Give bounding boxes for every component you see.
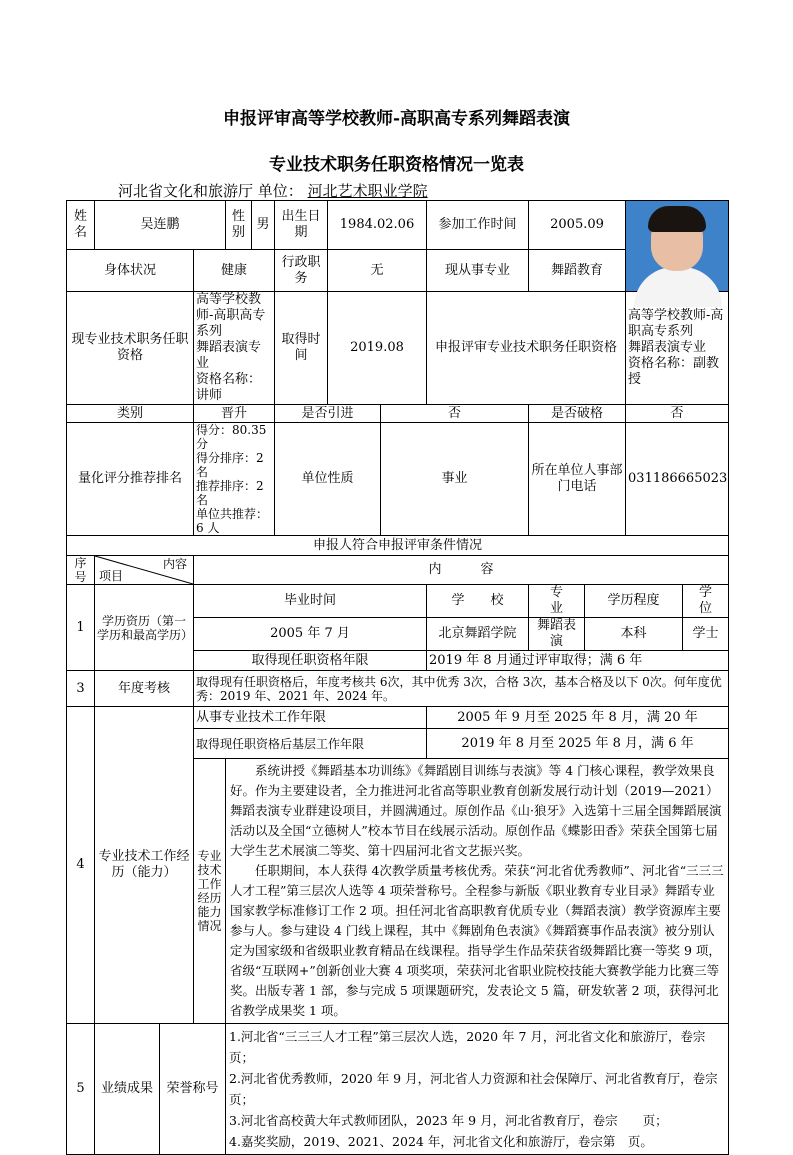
perf-sub-label: 荣誉称号 [160, 1024, 226, 1155]
gender-value: 男 [252, 201, 275, 250]
annual-label: 年度考核 [95, 671, 194, 707]
current-field-label: 现从事专业 [427, 250, 529, 292]
doc-title-line2: 专业技术职务任职资格情况一览表 [269, 155, 524, 175]
cur-title-label: 现专业技术职务任职资格 [67, 292, 194, 405]
introduced-value: 否 [381, 405, 529, 423]
current-field-value: 舞蹈教育 [529, 250, 626, 292]
col-item-header [95, 556, 194, 585]
admin-value: 无 [328, 250, 427, 292]
work-paragraph: 任职期间，本人获得 4次教学质量考核优秀。荣获“河北省优秀教师”、河北省“三三三人才工程”第三层次人选等 4 项荣誉称号。全程参与新版《职业教育专业目录》舞蹈专业国家教学标准修订工作 2 项。担任河北省高职教育优质专业（舞蹈表演）教学资源库主要参与人。参与建设 4 门线上课程，其中《舞剧角色表演》《舞蹈赛事作品表演》被分别认定为国家级和省级职业教育精品在线课程。指导学生作品荣获省级舞蹈比赛一等奖 9 项，省级“互联网+”创新创业大赛 4 项奖项，荣获河北省职业院校技能大赛教学能力比赛三等奖。出版专著 1 部，参与完成 5 项课题研究，发表论文 5 篇，研发软著 2 项，获得河北省教学成果奖 1 项。 [230, 863, 724, 1018]
gender-label: 性别 [226, 201, 252, 250]
perf-label: 业绩成果 [95, 1024, 160, 1155]
row-number: 4 [67, 707, 95, 1024]
work-paragraph: 系统讲授《舞蹈基本功训练》《舞蹈剧目训练与表演》等 4 门核心课程，教学效果良好。作为主要建设者，全力推进河北省高等职业教育创新发展行动计划（2019—2021）舞蹈表演专业群建设项目，并圆满通过。原创作品《山·狼牙》入选第十三届全国舞蹈展演活动以及全国“立德树人”校本节目在线展示活动。原创作品《蝶影田香》荣获全国第七届大学生艺术展演二等奖、第十四届河北省文艺振兴奖。 [230, 763, 722, 858]
category-label: 类别 [67, 405, 194, 423]
name-label: 姓名 [67, 201, 95, 250]
edu-major-value: 舞蹈表演 [529, 618, 585, 651]
edu-degree-header: 学 位 [683, 585, 729, 618]
obtain-value: 2019.08 [328, 292, 427, 405]
work-sub-label: 专业技术工作经历能力情况 [194, 759, 226, 1024]
apply-title-value: 高等学校教师-高职高专系列 舞蹈表演专业 资格名称：副教授 [626, 292, 729, 405]
col-item-top-label: 内容 [162, 557, 187, 571]
name-value: 吴连鹏 [95, 201, 226, 250]
edu-major-header: 专 业 [529, 585, 585, 618]
work-start-value: 2005.09 [529, 201, 626, 250]
section-title: 申报人符合申报评审条件情况 [67, 536, 729, 556]
score-line: 得分：80.35 分 [196, 423, 267, 451]
col-content-header: 内 容 [194, 556, 729, 585]
edu-years-value: 2019 年 8 月通过评审取得；满 6 年 [427, 651, 729, 671]
unit-nature-value: 事业 [381, 423, 529, 536]
unit-name: 河北艺术职业学院 [307, 182, 428, 200]
honor-item: 1.河北省“三三三人才工程”第三层次人选，2020 年 7 月，河北省文化和旅游厅，卷宗 页； [229, 1029, 718, 1065]
work-start-label: 参加工作时间 [427, 201, 529, 250]
row-number: 3 [67, 671, 95, 707]
honor-item: 3.河北省高校黄大年式教师团队，2023 年 9 月，河北省教育厅，卷宗 页； [229, 1113, 668, 1128]
unit-line [118, 180, 428, 201]
edu-school-value: 北京舞蹈学院 [427, 618, 529, 651]
score-value [194, 423, 275, 536]
birth-label: 出生日期 [275, 201, 328, 250]
row-number: 1 [67, 585, 95, 671]
edu-time-value: 2005 年 7 月 [194, 618, 427, 651]
score-label: 量化评分推荐排名 [67, 423, 194, 536]
health-label: 身体状况 [67, 250, 194, 292]
row-number: 5 [67, 1024, 95, 1155]
doc-title-line1: 申报评审高等学校教师-高职高专系列舞蹈表演 [222, 109, 571, 129]
work-label: 专业技术工作经历（能力） [95, 707, 194, 1024]
introduced-label: 是否引进 [275, 405, 381, 423]
score-line: 单位共推荐：6 人 [196, 507, 269, 535]
admin-label: 行政职务 [275, 250, 328, 292]
hr-phone-value: 031186665023 [626, 423, 729, 536]
obtain-label: 取得时间 [275, 292, 328, 405]
work-base-value: 2019 年 8 月至 2025 年 8 月，满 6 年 [427, 729, 729, 759]
col-no-header: 序号 [67, 556, 95, 585]
hr-phone-label: 所在单位人事部门电话 [529, 423, 626, 536]
portrait-photo [626, 201, 729, 292]
health-value: 健康 [194, 250, 275, 292]
edu-school-header: 学 校 [427, 585, 529, 618]
cur-title-value: 高等学校教师-高职高专系列 舞蹈表演专业 资格名称：讲师 [194, 292, 275, 405]
work-years-label: 从事专业技术工作年限 [194, 707, 427, 729]
apply-label: 申报评审专业技术职务任职资格 [427, 292, 626, 405]
birth-value: 1984.02.06 [328, 201, 427, 250]
honors-list [226, 1024, 729, 1155]
exceptional-label: 是否破格 [529, 405, 626, 423]
score-line: 推荐排序：2 名 [196, 479, 264, 507]
edu-label: 学历资历（第一学历和最高学历） [95, 585, 194, 671]
edu-years-label: 取得现任职资格年限 [194, 651, 427, 671]
edu-level-value: 本科 [585, 618, 683, 651]
work-years-value: 2005 年 9 月至 2025 年 8 月，满 20 年 [427, 707, 729, 729]
exceptional-value: 否 [626, 405, 729, 423]
unit-nature-label: 单位性质 [275, 423, 381, 536]
unit-prefix: 河北省文化和旅游厅 单位： [118, 182, 303, 200]
score-line: 得分排序：2 名 [196, 451, 264, 479]
qualification-table [66, 200, 739, 1155]
annual-value: 取得现有任职资格后，年度考核共 6次，其中优秀 3次，合格 3次，基本合格及以下 0次。何年度优秀：2019 年、2021 年、2024 年。 [194, 671, 729, 707]
work-description [226, 759, 729, 1024]
edu-degree-value: 学士 [683, 618, 729, 651]
category-value: 晋升 [194, 405, 275, 423]
work-base-label: 取得现任职资格后基层工作年限 [194, 729, 427, 759]
col-item-bottom-label: 项目 [99, 569, 124, 583]
honor-item: 2.河北省优秀教师，2020 年 9 月，河北省人力资源和社会保障厅、河北省教育厅，卷宗 页； [229, 1071, 731, 1107]
edu-time-header: 毕业时间 [194, 585, 427, 618]
honor-item: 4.嘉奖奖励，2019、2021、2024 年，河北省文化和旅游厅，卷宗第 页。 [229, 1134, 653, 1149]
edu-level-header: 学历程度 [585, 585, 683, 618]
